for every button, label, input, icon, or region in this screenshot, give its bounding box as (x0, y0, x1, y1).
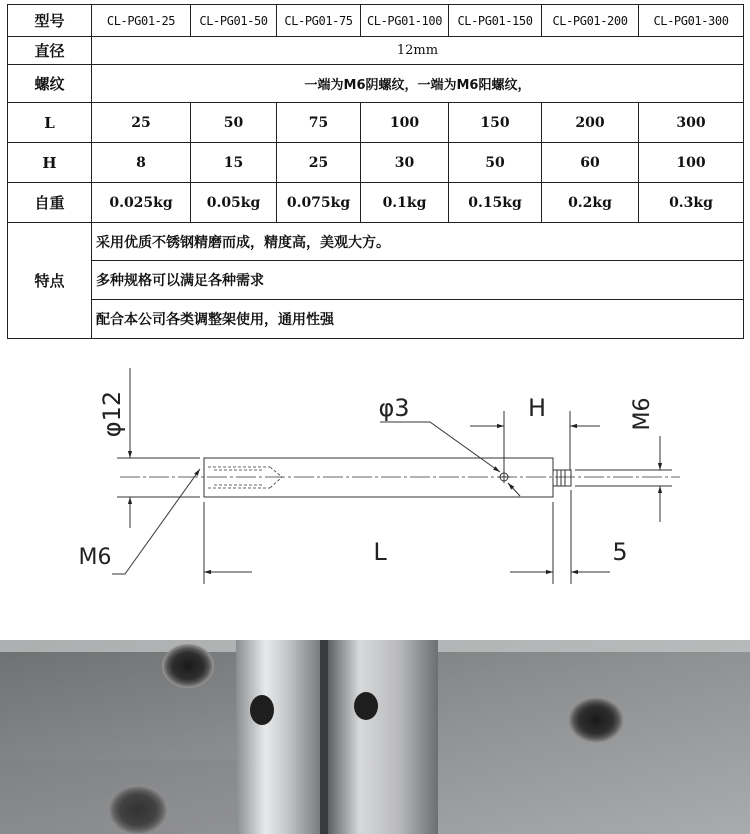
weight-cell: 0.075kg (277, 183, 361, 223)
feature-item: 配合本公司各类调整架使用，通用性强 (92, 300, 744, 339)
model-cell: CL-PG01-150 (449, 5, 542, 37)
five-dim-label: 5 (612, 538, 628, 566)
h-header: H (8, 143, 92, 183)
model-cell: CL-PG01-75 (277, 5, 361, 37)
length-cell: 200 (542, 103, 639, 143)
model-cell: CL-PG01-200 (542, 5, 639, 37)
thread-header: 螺纹 (8, 65, 92, 103)
h-cell: 60 (542, 143, 639, 183)
male-thread (553, 470, 571, 486)
feature-row (8, 261, 744, 300)
features-header: 特点 (8, 223, 92, 339)
diameter-header: 直径 (8, 37, 92, 65)
phi12-label: φ12 (98, 390, 126, 438)
feature-item: 采用优质不锈钢精磨而成，精度高，美观大方。 (92, 223, 744, 261)
technical-drawing (0, 346, 750, 608)
product-photo (0, 640, 750, 834)
length-cell: 75 (277, 103, 361, 143)
model-cell: CL-PG01-300 (639, 5, 744, 37)
h-cell: 25 (277, 143, 361, 183)
h-cell: 30 (361, 143, 449, 183)
feature-item: 多种规格可以满足各种需求 (92, 261, 744, 300)
tapped-hole (162, 644, 214, 688)
weight-cell: 0.05kg (191, 183, 277, 223)
h-row (8, 143, 744, 183)
length-cell: 150 (449, 103, 542, 143)
rod-left (236, 640, 320, 834)
length-cell: 50 (191, 103, 277, 143)
weight-cell: 0.025kg (92, 183, 191, 223)
weight-cell: 0.1kg (361, 183, 449, 223)
weight-header: 自重 (8, 183, 92, 223)
length-header: L (8, 103, 92, 143)
weight-cell: 0.3kg (639, 183, 744, 223)
h-cell: 8 (92, 143, 191, 183)
weight-row (8, 183, 744, 223)
h-cell: 50 (449, 143, 542, 183)
feature-row (8, 300, 744, 339)
diameter-value: 12mm (92, 37, 744, 65)
h-cell: 100 (639, 143, 744, 183)
model-row (8, 5, 744, 37)
l-dim-label: L (373, 538, 387, 566)
model-cell: CL-PG01-100 (361, 5, 449, 37)
rod-hole (354, 692, 378, 720)
thread-value: 一端为M6阴螺纹，一端为M6阳螺纹， (92, 65, 744, 103)
weight-cell: 0.2kg (542, 183, 639, 223)
length-cell: 300 (639, 103, 744, 143)
h-cell: 15 (191, 143, 277, 183)
model-header: 型号 (8, 5, 92, 37)
weight-cell: 0.15kg (449, 183, 542, 223)
length-cell: 25 (92, 103, 191, 143)
rod-hole (250, 695, 274, 725)
feature-row (8, 223, 744, 261)
tapped-hole (568, 697, 624, 743)
m6-right-label: M6 (630, 397, 655, 431)
m6-left-label: M6 (78, 545, 112, 570)
length-row (8, 103, 744, 143)
spec-table (7, 4, 744, 339)
phi3-label: φ3 (378, 394, 410, 422)
model-cell: CL-PG01-25 (92, 5, 191, 37)
length-cell: 100 (361, 103, 449, 143)
diameter-row (8, 37, 744, 65)
model-cell: CL-PG01-50 (191, 5, 277, 37)
thread-row (8, 65, 744, 103)
h-dim-label: H (527, 394, 547, 422)
rod-right (326, 640, 438, 834)
